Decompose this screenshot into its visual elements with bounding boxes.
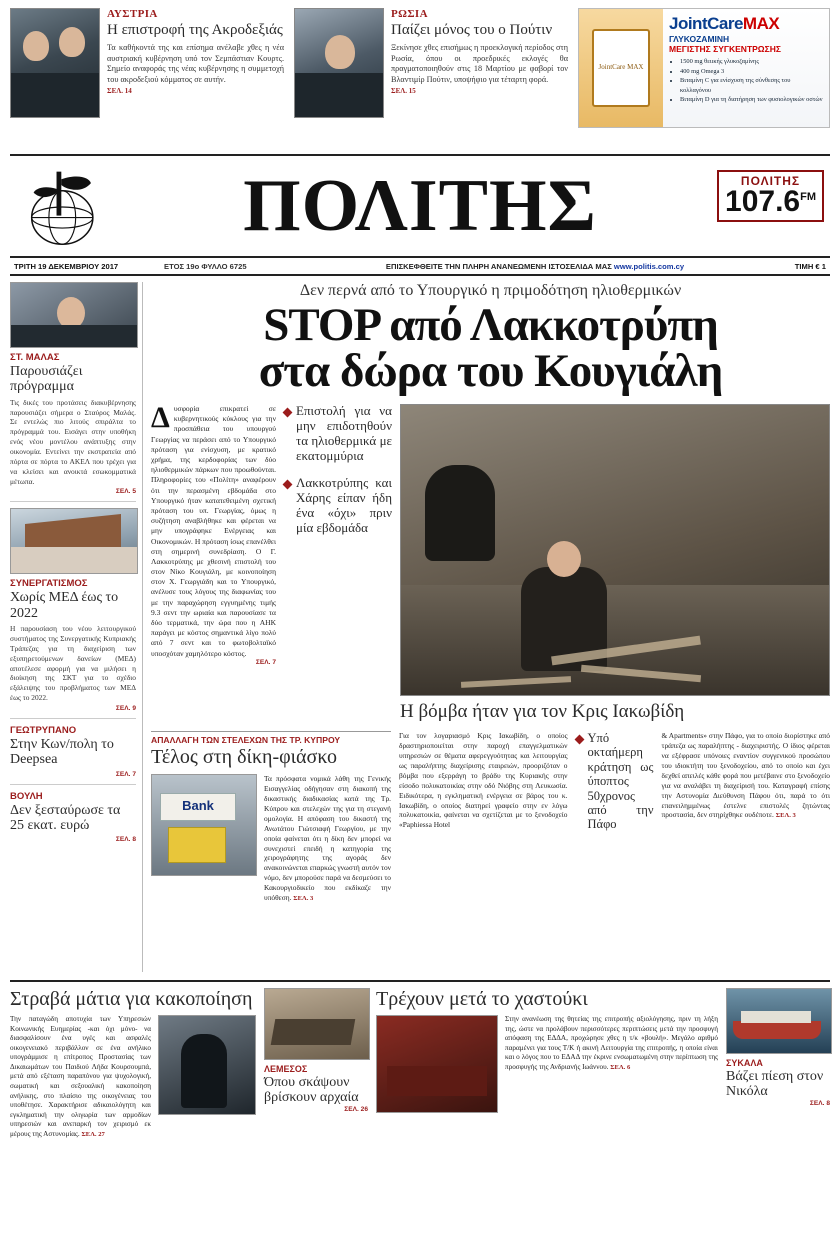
story-page-ref: ΣΕΛ. 3: [775, 812, 796, 820]
bullet-text: Υπό οκταήμερη κράτηση ως ύποπτος 50χρονος από την Πάφο: [587, 731, 654, 832]
sidebar-body: Η παρουσίαση του νέου λειτουργικού συστήματος της Συνεργατικής Κυπριακής Τράπεζας για τη διαχείριση των εξυπηρετούμενων δανείων (ΜΕΔ) αποτέλεσε αφορμή για να μιλήσει η διοίκηση της ΣΚΤ για το σχέδιο εξάλειψης του προβλήματος των ΜΕΔ έως το 2022.: [10, 624, 136, 703]
lead-photo-bomb-scene: [400, 404, 830, 696]
bottom-headline[interactable]: Στραβά μάτια για κακοποίηση: [10, 988, 253, 1010]
bottom-photo-excavation: [264, 988, 370, 1060]
teaser-body: Ξεκίνησε χθες επισήμως η προεκλογική περίοδος στη Ρωσία, όπου οι προεδρικές εκλογές θα πραγματοποιηθούν στις 18 Μαρτίου με φαβορί τον Βλαντιμίρ Πούτιν, υποψήφιο για τέταρτη φορά.: [391, 42, 568, 85]
bottom-body: Στην ανανέωση της θητείας της επιτροπής αξιολόγησης, πριν τη λήξη της, ώστε να προλάβουν περισσότερες περιπτώσεις μετά την προσφυγή απόφαση της ΕΔΔΑ, προχώρησε χθες η τ/κ «βουλή». Μεγάλο αριθμό παραμένει για τους Τ/Κ ή ακινή Λειτουργία της επιτροπής, η οποία είναι και ο λόγος που το ΕΔΑΔ την έκρινε ενσωματωμένη στην περίπτωση της προσφυγής της Ανδριανής Ιωάννου. ΣΕΛ. 6: [505, 1015, 718, 1071]
website-url[interactable]: www.politis.com.cy: [613, 261, 685, 271]
story-kicker: ΑΠΑΛΛΑΓΗ ΤΩΝ ΣΤΕΛΕΧΩΝ ΤΗΣ ΤΡ. ΚΥΠΡΟΥ: [151, 731, 391, 745]
bottom-page-ref: ΣΕΛ. 26: [344, 1105, 368, 1113]
sidebar-headline[interactable]: Παρουσιάζει πρόγραμμα: [10, 364, 83, 395]
lead-headline[interactable]: [151, 299, 830, 398]
ad-bullet-list: [669, 57, 823, 105]
bottom-headline[interactable]: Όπου σκάψουν βρίσκουν αρχαία: [264, 1075, 359, 1106]
teaser-kicker: ΡΩΣΙΑ: [391, 8, 428, 20]
bullet-square-icon: [283, 408, 293, 418]
lead-headline-line1: STOP από Λακκοτρύπη: [263, 299, 718, 351]
sidebar-item-vouli[interactable]: [10, 791, 136, 844]
bullet-item: [576, 731, 654, 832]
story-bomb-details[interactable]: [399, 731, 830, 904]
sidebar-item-geotrypano[interactable]: [10, 725, 136, 778]
bottom-body: Την παταγώδη αποτυχία των Υπηρεσιών Κοινωνικής Ευημερίας -και όχι μόνο- να διασφαλίσουν ένα υγές και ασφαλές οικογενειακό περιβάλλον σε ένα ανήλικο υπογράμμισε η επίτροπος Προστασίας των Δικαιωμάτων του Παιδιού Λήδα Κουρσουμπά, μετά από εξέταση παραπόνου για ψυχολογική, σωματική και σεξουαλική κακοποίηση ανήλικης, στο πλαίσιο της οικογένειας του υποθέτησε. Χαρακτήρισε αδικαιολόγητη και εγκληματική την ολιγωρία των αρμοδίων υπηρεσιών και ανεπαρκή τον χειρισμό εκ μέρους της Αστυνομίας. ΣΕΛ. 27: [10, 1015, 151, 1138]
bottom-kicker: ΛΕΜΕΣΟΣ: [264, 1064, 308, 1074]
ad-box-label: JointCare MAX: [592, 29, 650, 107]
bullet-text: Επιστολή για να μην επιδοτηθούν τα ηλιοθερμικά με εκατομμύρια: [296, 403, 392, 463]
lead-story-area: [151, 282, 830, 972]
website-promo[interactable]: ΕΠΙΣΚΕΦΘΕΙΤΕ ΤΗΝ ΠΛΗΡΗ ΑΝΑΝΕΩΜΕΝΗ ΙΣΤΟΣΕΛΙΔΑ ΜΑΣ www.politis.com.cy: [385, 261, 685, 271]
sidebar-kicker: ΒΟΥΛΗ: [10, 790, 43, 802]
radio-name: ΠΟΛΙΤΗΣ: [740, 174, 801, 188]
bottom-photo-woman: [158, 1015, 256, 1115]
bottom-story-limassol[interactable]: [264, 988, 368, 1168]
story-bank-trial[interactable]: [151, 731, 391, 904]
sidebar-headline[interactable]: Χωρίς ΜΕΔ έως το 2022: [10, 590, 119, 621]
bottom-teaser-strip: [10, 980, 830, 1168]
bottom-page-ref: ΣΕΛ. 8: [809, 1099, 830, 1107]
bottom-page-ref: ΣΕΛ. 27: [81, 1130, 105, 1138]
main-content: [10, 282, 830, 972]
ad-bullet: • 1500 mg θειικής γλυκοζαμίνης: [680, 57, 823, 67]
bomb-body-col2: & Apartments» στην Πάφο, για το οποίο διορίστηκε από τράπεζα ως παραλήπτης - διαχειριστής. Ο ίδιος φέρεται να εξέφρασε υπόνοιες εναντίον συγγενικού προσώπου του ιδιοκτήτη του ξενοδοχείου, από το οποίο και έχει δεχθεί απειλές κάθε φορά που μετέβαινε στο ξενοδοχείο για να αναλάβει τη διαχείρισή του. Καταγραφή επίσης την Αστυνομία Διεύθυνση Πάφου ότι, παρά το ότι επανειλημμένως έστελνε επιστολές ζητώντας προστασία, δεν στηρίχθηκε ουδέποτε. ΣΕΛ. 3: [661, 731, 830, 820]
story-body: Τα πρόσφατα νομικά λάθη της Γενικής Εισαγγελίας οδήγησαν στη διακοπή της δικαστικής διαδικασίας κατά της Τρ. Κύπρου και στελεχών της για τη στεγανή ομολογία. Η απόφαση του δικαστή της Ανωτάτου Γιώτσιαφή Γεωργίου, με την οποία φαίνεται ότι η δίκη δεν μπορεί να συνεχιστεί επειδή η κατηγορία της χειρογράφητης της αγοράς δεν ανακοινώνεται επαρκώς γνωστή αυτόν τον νόμο, δεν μπορούσε παρά να δεσμεύσει το Κακουργιοδικείο που εκδίκαζε την υπόθεση. ΣΕΛ. 3: [264, 774, 391, 903]
ad-bullet: • 400 mg Omega 3: [680, 67, 823, 77]
top-teaser-strip: [10, 8, 830, 156]
bottom-headline[interactable]: Βάζει πίεση στον Νικόλα: [726, 1069, 824, 1100]
story-headline[interactable]: Τέλος στη δίκη-φιάσκο: [151, 746, 337, 769]
teaser-russia[interactable]: [294, 8, 568, 148]
lead-bullet-list: [284, 404, 392, 723]
sidebar-photo-bank-building: [10, 508, 138, 574]
globe-seedling-logo-icon: [20, 164, 116, 250]
bomb-body-col1: Για τον λογαριασμό Κρις Ιακωβίδη, ο οποίος δραστηριοποιείται στην παροχή επαγγελματικών υπηρεσιών σε θέματα αφερεγγυότητας και λειτουργίας ως παραλήπτης διαχείρισης εταιρειών, προοριζόταν ο βόμβα που εξερράγη το βράδυ της Κυριακής στην είσοδο πολυκατοικίας στην οδό Νιόβης στη Λευκωσία. Ειδικότερα, η εγκληματική ενέργεια σε βάρος του κ. Ιακωβίδη, ο οποίος διατηρεί γραφείο στην εν λόγω πολυκατοικία, φαίνεται να σχετίζεται με το ξενοδοχείο «Paphiessa Hotel: [399, 731, 568, 830]
sidebar-item-synergatismos[interactable]: [10, 508, 136, 712]
bottom-photo-chamber: [376, 1015, 498, 1113]
bottom-photo-boats: [726, 988, 832, 1054]
story-photo-bank: [151, 774, 257, 876]
lead-photo-caption: Η βόμβα ήταν για τον Κρις Ιακωβίδη: [400, 701, 685, 723]
sidebar-page-ref: ΣΕΛ. 9: [115, 704, 136, 712]
lead-headline-line2: στα δώρα του Κουγιάλη: [258, 345, 723, 398]
bank-sign-label: Bank: [182, 798, 214, 814]
sidebar-kicker: ΓΕΩΤΡΥΠΑΝΟ: [10, 724, 77, 736]
drop-cap: Δ: [151, 401, 170, 435]
bottom-story-sykala[interactable]: [726, 988, 830, 1168]
bullet-text: Λακκοτρύπης και Χάρης είπαν ήδη ένα «όχι» πριν μία εβδομάδα: [296, 474, 392, 535]
bottom-story-slap[interactable]: [376, 988, 718, 1168]
ad-bullet: • Βιταμίνη D για τη διατήρηση των φυσιολογικών οστών: [680, 95, 823, 105]
issue-number: ΕΤΟΣ 19ο ΦΥΛΛΟ 6725: [164, 261, 247, 271]
divider: [10, 784, 136, 785]
page-title: ΠΟΛΙΤΗΣ: [243, 165, 597, 247]
teaser-headline[interactable]: Η επιστροφή της Ακροδεξιάς: [107, 22, 283, 38]
teaser-austria[interactable]: [10, 8, 284, 148]
bottom-page-ref: ΣΕΛ. 6: [610, 1063, 631, 1071]
divider: [10, 501, 136, 502]
sidebar-photo-malas: [10, 282, 138, 348]
ad-product-box: [579, 9, 663, 127]
masthead: [10, 156, 830, 256]
sidebar-item-malas[interactable]: [10, 282, 136, 495]
teaser-page-ref: ΣΕΛ. 15: [391, 87, 416, 96]
radio-frequency: $107.6^{FM}$: [725, 185, 816, 218]
teaser-headline[interactable]: Παίζει μόνος του ο Πούτιν: [391, 22, 553, 38]
ad-line1: ΓΛΥΚΟΖΑΜΙΝΗ: [669, 34, 730, 44]
bottom-kicker: ΣΥΚΑΛΑ: [726, 1058, 763, 1068]
teaser-photo-russia: [294, 8, 384, 118]
lead-body-column: [151, 401, 276, 723]
teaser-photo-austria: [10, 8, 100, 118]
left-sidebar: [10, 282, 143, 972]
ad-line2: ΜΕΓΙΣΤΗΣ ΣΥΓΚΕΝΤΡΩΣΗΣ: [669, 44, 781, 54]
sidebar-headline[interactable]: Στην Κων/πολη το Deepsea: [10, 736, 114, 768]
bullet-square-icon: [574, 735, 584, 745]
sidebar-page-ref: ΣΕΛ. 5: [115, 488, 136, 496]
ad-bullet: • Βιταμίνη C για ενίσχυση της σύνθεσης του κολλαγόνου: [680, 76, 823, 95]
advertisement-jointcare[interactable]: [578, 8, 830, 128]
price-label: ΤΙΜΗ € 1: [794, 261, 826, 271]
bullet-square-icon: [283, 479, 293, 489]
teaser-body: Τα καθήκοντά της και επίσημα ανέλαβε χθες η νέα αυστριακή κυβέρνηση υπό τον Σεμπάστιαν Κουρτς. Σημείο αναφοράς της νέας κυβέρνησης η συμμετοχή του ακροδεξιού κόμματος σε αυτήν.: [107, 42, 284, 85]
secondary-stories-row: [151, 731, 830, 904]
bottom-story-abuse[interactable]: [10, 988, 256, 1168]
sidebar-kicker: ΣΥΝΕΡΓΑΤΙΣΜΟΣ: [10, 578, 88, 590]
info-bar: [10, 256, 830, 276]
ad-brand: JointCareMAX: [669, 14, 780, 33]
sidebar-page-ref: ΣΕΛ. 7: [115, 770, 136, 778]
bottom-headline[interactable]: Τρέχουν μετά το χαστούκι: [376, 988, 588, 1010]
sidebar-headline[interactable]: Δεν ξεσταύρωσε τα 25 εκατ. ευρώ: [10, 802, 121, 834]
teaser-kicker: ΑΥΣΤΡΙΑ: [107, 8, 158, 20]
lead-overline: Δεν περνά από το Υπουργικό η πριμοδότηση ηλιοθερμικών: [299, 282, 682, 299]
sidebar-kicker: ΣΤ. ΜΑΛΑΣ: [10, 352, 60, 363]
teaser-page-ref: ΣΕΛ. 14: [107, 87, 132, 96]
lead-body-text: υσφορία επικρατεί σε κυβερνητικούς κύκλους για την προσπάθεια του υπουργού Γεωργίας να περάσει από το Υπουργικό πρόταση για ενίσχυση, με κρατικό χρήμα, της κερδοφορίας των δύο ηλιοθερμικών πάρκων που προωθούνται. Πληροφορίες του «Πολίτη» αναφέρουν ότι την περασμένη εβδομάδα στο Υπουργικό ήταν κατατεθειμένη σχετική πρόταση του υπ. Γεωργίας, όμως η συζήτηση αναβλήθηκε και φέρεται να μην υπογράφηκε Ενέργειας και Οικονομικών. Η πρόταση ίσως επανέλθει στη σημερινή συνεδρίαση. Ο Γ. Λακκοτρύπης με χθεσινή επιστολή του στον Νίκο Κουγιάλη, με κοινοποίηση στον Χ. Γεωργιάδη και το Υπουργικό, ανέλυσε τους λόγους της διαφωνίας του με την παραχώρηση εγγυημένης τιμής 9.3 σεντ την ωριαία και παρουσίασε τα δύο τερματικά, την ώρα που η ΑΗΚ παράγει με κόστος σημαντικά λίγο πολύ από 7 σεντ και το φωτοβολταϊκό υποσχόταν χαμηλότερο κόστος.: [151, 404, 276, 658]
issue-date: ΤΡΙΤΗ 19 ΔΕΚΕΜΒΡΙΟΥ 2017: [14, 261, 119, 271]
sidebar-body: Τις δικές του προτάσεις διακυβέρνησης παρουσιάζει σήμερα ο Σταύρος Μαλάς. Σε εντελώς πιο λιτούς σπιράλτα το πρόγραμμά του. Εισάγει στην υποθήκη ενός νέου μοντέλου ανάπτυξης στην οικονομία. Εντείνει την εκστρατεία από πόρτα σε πόρτα το ΑΚΕΛ που τρέχει για να κλείσει και ανοικτά εσωκομματικά μέτωπα.: [10, 397, 136, 486]
sidebar-page-ref: ΣΕΛ. 8: [115, 836, 136, 844]
lead-page-ref: ΣΕΛ. 7: [255, 658, 276, 666]
divider: [10, 718, 136, 719]
bullet-item: [284, 404, 392, 464]
bullet-item: [284, 476, 392, 536]
radio-badge[interactable]: [717, 170, 824, 222]
story-page-ref: ΣΕΛ. 3: [293, 895, 314, 903]
lead-body-row: [151, 401, 830, 723]
